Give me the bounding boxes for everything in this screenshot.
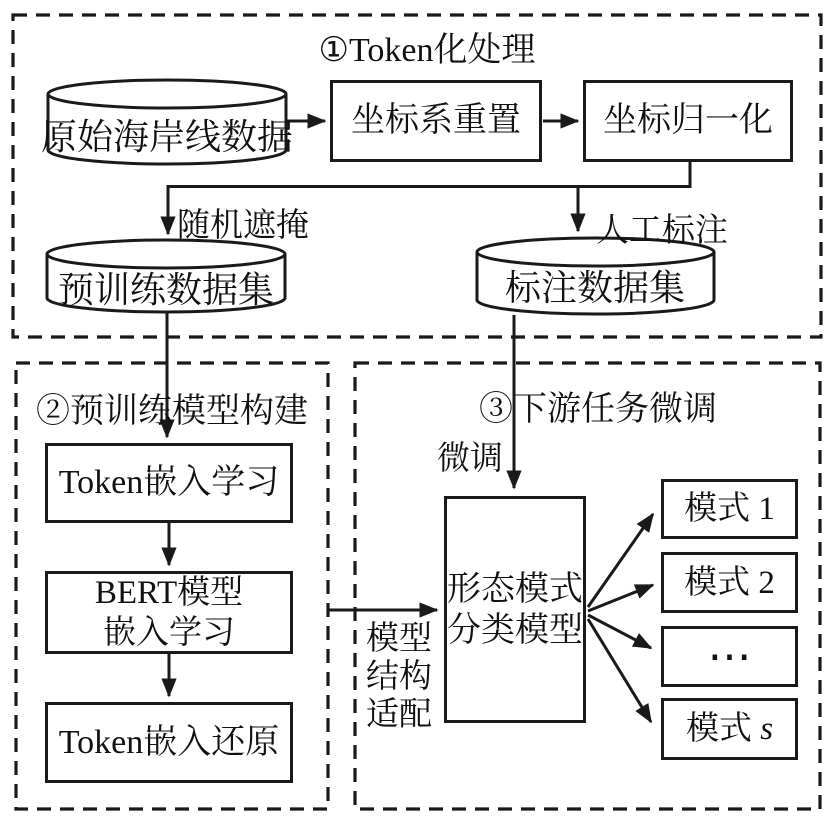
section-pretrain-title: ②预训练模型构建 xyxy=(36,393,308,430)
mode-2-box xyxy=(661,552,798,613)
coord-reset-box xyxy=(330,80,542,162)
random-masking-label: 随机遮掩 xyxy=(177,208,309,244)
mode-2-label: 模式 2 xyxy=(684,564,775,601)
pattern-classifier-box xyxy=(444,496,586,723)
arrow-classifier-to-modes xyxy=(588,619,651,722)
mode-ellipsis-label: ⋯ xyxy=(707,631,757,681)
fine-tune-label: 微调 xyxy=(437,441,503,477)
coord-reset-label: 坐标系重置 xyxy=(351,102,521,139)
bert-box-line1: BERT模型 xyxy=(94,574,244,611)
labeled-dataset-label: 标注数据集 xyxy=(504,268,685,308)
adaptation-line2: 结构 xyxy=(366,659,432,695)
section-finetune-title: ③下游任务微调 xyxy=(479,391,717,428)
pattern-classifier-line1: 形态模式 xyxy=(447,570,583,608)
token-embedding-learning-box xyxy=(45,443,293,523)
mode-s-prefix: 模式 xyxy=(685,711,761,747)
coord-normalize-box xyxy=(583,80,793,162)
arrow-classifier-to-mode2 xyxy=(588,585,653,611)
mode-1-box xyxy=(661,479,798,539)
manual-annotation-label: 人工标注 xyxy=(596,213,728,249)
mode-s-variable: s xyxy=(760,711,774,747)
adaptation-line1: 模型 xyxy=(366,621,432,657)
token-embedding-learning-label: Token嵌入学习 xyxy=(58,464,280,501)
coord-normalize-label: 坐标归一化 xyxy=(603,102,773,139)
pattern-classifier-line2: 分类模型 xyxy=(447,611,583,649)
model-structure-adaptation-label xyxy=(364,620,434,734)
mode-ellipsis-box xyxy=(661,626,798,687)
mode-s-label xyxy=(686,709,773,749)
raw-coastline-label: 原始海岸线数据 xyxy=(40,117,293,157)
mode-s-box xyxy=(661,698,798,760)
pretrain-dataset-label: 预训练数据集 xyxy=(57,270,274,310)
section-tokenization-title: ①Token化处理 xyxy=(318,32,536,69)
token-embedding-restore-label: Token嵌入还原 xyxy=(58,723,280,761)
adaptation-line3: 适配 xyxy=(366,697,432,733)
token-embedding-restore-box xyxy=(45,702,293,783)
arrow-classifier-to-ellipsis xyxy=(588,615,651,648)
arrow-classifier-to-mode1 xyxy=(588,514,653,607)
mode-1-label: 模式 1 xyxy=(684,491,775,527)
bert-embedding-learning-box xyxy=(45,571,293,654)
bert-box-line2: 嵌入学习 xyxy=(103,614,235,651)
